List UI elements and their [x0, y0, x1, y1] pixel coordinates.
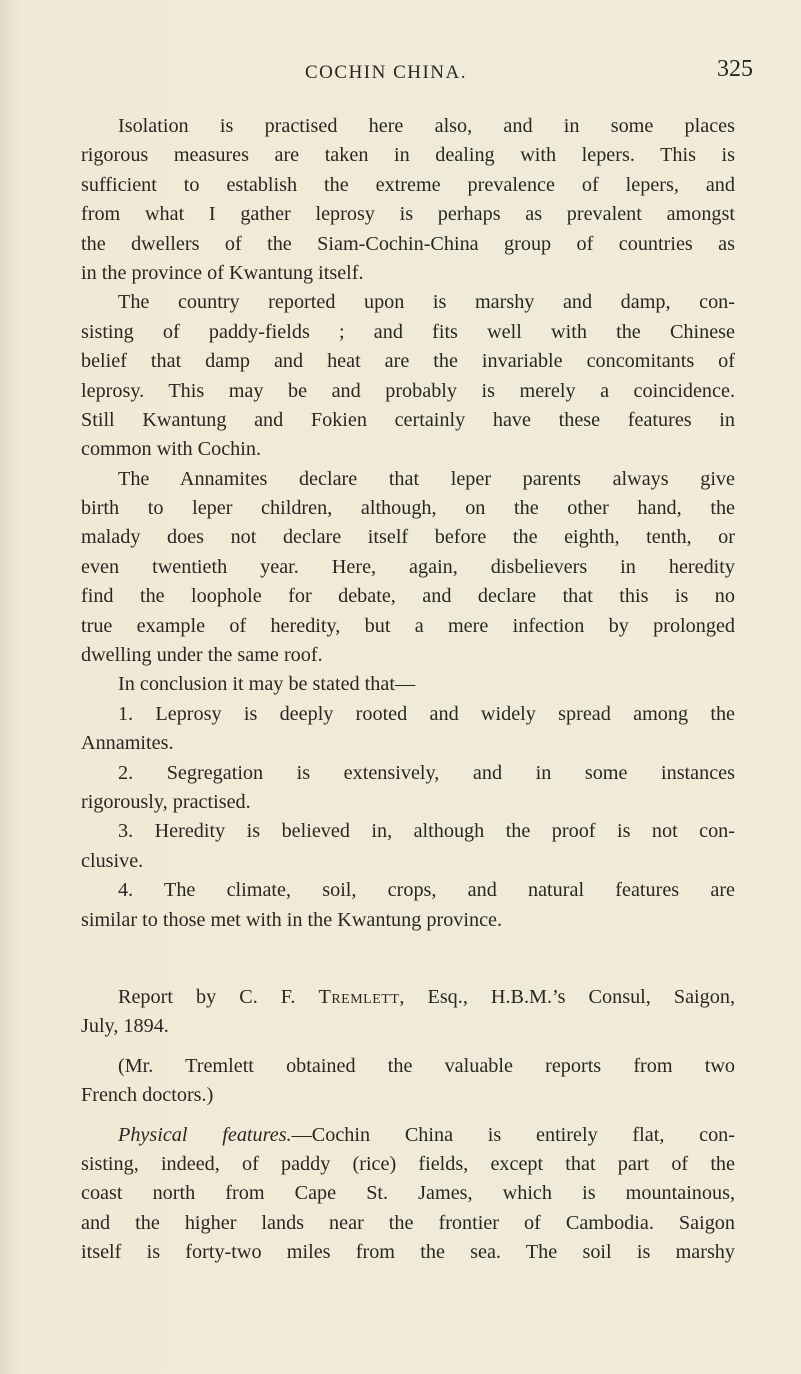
list-item-4: 4. The climate, soil, crops, and natural features are	[118, 879, 735, 902]
text-line: French doctors.)	[81, 1084, 214, 1107]
text-line: rigorous measures are taken in dealing with lepers. This is	[81, 144, 735, 167]
text-line: The Annamites declare that leper parents always give	[118, 467, 735, 490]
running-head: COCHIN CHINA.	[305, 62, 467, 83]
text-line: similar to those met with in the Kwantung province.	[81, 908, 503, 931]
physical-features-para: Physical features.—Cochin China is entirely flat, con-	[118, 1123, 735, 1146]
text-line: from what I gather leprosy is perhaps as prevalent amongst	[81, 203, 735, 226]
text-line: leprosy. This may be and probably is merely a coincidence.	[81, 379, 735, 402]
text-line: true example of heredity, but a mere infection by prolonged	[81, 614, 735, 637]
page-header	[0, 56, 801, 96]
report-date: July, 1894.	[81, 1015, 169, 1038]
text-line: find the loophole for debate, and declare that this is no	[81, 585, 735, 608]
text-line: even twentieth year. Here, again, disbelievers in heredity	[81, 555, 735, 578]
section-divider	[81, 935, 735, 959]
text-line: malady does not declare itself before the eighth, tenth, or	[81, 526, 735, 549]
editor-note: (Mr. Tremlett obtained the valuable reports from two	[118, 1054, 735, 1077]
author-name: Tremlett	[318, 985, 400, 1008]
text-line: and the higher lands near the frontier of Cambodia. Saigon	[81, 1211, 735, 1234]
text-line: in the province of Kwantung itself.	[81, 261, 364, 284]
text-line: Isolation is practised here also, and in some places	[118, 115, 735, 137]
section-heading: Physical features.	[118, 1123, 292, 1146]
text-line: Annamites.	[81, 732, 174, 755]
text-line: itself is forty-two miles from the sea. The soil is marshy	[81, 1241, 735, 1264]
text-line: dwelling under the same roof.	[81, 644, 323, 667]
text-line: belief that damp and heat are the invariable concomitants of	[81, 350, 735, 373]
text-line: coast north from Cape St. James, which is mountainous,	[81, 1182, 735, 1205]
body-text	[81, 112, 735, 1267]
text-line: common with Cochin.	[81, 438, 261, 461]
page-number: 325	[717, 56, 753, 82]
list-item-1: 1. Leprosy is deeply rooted and widely spread among the	[118, 702, 735, 725]
text-line: In conclusion it may be stated that—	[118, 673, 416, 696]
text-line: rigorously, practised.	[81, 790, 251, 813]
text-line: sufficient to establish the extreme prevalence of lepers, and	[81, 173, 735, 196]
list-item-3: 3. Heredity is believed in, although the proof is not con-	[118, 820, 735, 843]
list-item-2: 2. Segregation is extensively, and in some instances	[118, 761, 735, 784]
text-line: the dwellers of the Siam-Cochin-China group of countries as	[81, 232, 735, 255]
text-line: birth to leper children, although, on the other hand, the	[81, 497, 735, 520]
text-line: The country reported upon is marshy and damp, con-	[118, 291, 735, 314]
report-heading: Report by C. F. Tremlett, Esq., H.B.M.’s Consul, Saigon,	[118, 985, 735, 1008]
text-line: Still Kwantung and Fokien certainly have these features in	[81, 408, 735, 431]
text-line: sisting of paddy-fields ; and fits well with the Chinese	[81, 320, 735, 343]
text-line: clusive.	[81, 849, 144, 872]
text-line: sisting, indeed, of paddy (rice) fields, except that part of the	[81, 1152, 735, 1175]
